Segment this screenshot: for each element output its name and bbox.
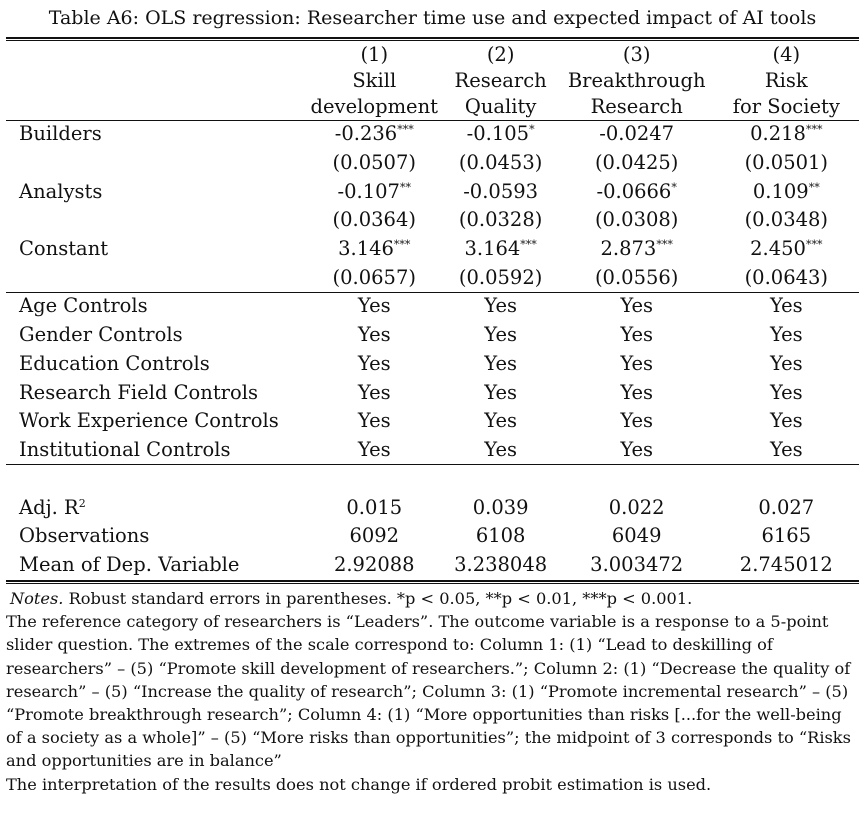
col-title-line1: Skill xyxy=(352,69,397,92)
stat-cell: 6108 xyxy=(475,524,526,548)
se-row xyxy=(6,263,859,292)
se-row xyxy=(6,206,859,235)
header-rule xyxy=(6,120,859,121)
control-cell: Yes xyxy=(769,323,803,347)
std-error-cell: (0.0643) xyxy=(744,265,829,289)
control-cell: Yes xyxy=(769,437,803,461)
control-cell: Yes xyxy=(357,380,391,404)
std-error-cell: (0.0425) xyxy=(594,151,679,175)
coef-cell xyxy=(442,235,560,264)
col-title-line2: development xyxy=(310,95,438,118)
significance-stars: ** xyxy=(399,180,411,194)
control-cell: Yes xyxy=(620,437,654,461)
notes-paragraph: The reference category of researchers is “Leaders”. The outcome variable is a response to a 5-point slider question. The extremes of the scale correspond to: Column 1: (1) “Lead to deskilling of researchers” – (5) “Promote skill development of researchers.”; Column 2: (1) “Decrease the quality of research” – (5) “Increase the quality of research”; Column 3: (1) “Promote incremental research” – (5) “Promote breakthrough research”; Column 4: (1) “More opportunities than risks [...for the well-being of a society as a whole]” – (5) “More risks than opportunities”; the midpoint of 3 corresponds to “Risks and opportunities are in balance” xyxy=(6,612,851,771)
control-cell: Yes xyxy=(620,380,654,404)
coef-value: 2.873 xyxy=(600,237,657,261)
coef-value: 0.218 xyxy=(750,122,806,146)
coef-cell xyxy=(307,120,442,149)
row-label: Gender Controls xyxy=(19,323,183,347)
control-cell: Yes xyxy=(484,409,517,433)
stat-cell: 2.92088 xyxy=(333,552,415,576)
control-cell: Yes xyxy=(620,294,654,318)
coef-cell xyxy=(714,235,859,264)
stat-label: Mean of Dep. Variable xyxy=(19,552,240,576)
coef-cell xyxy=(442,177,560,206)
significance-stars: *** xyxy=(805,238,823,252)
control-cell: Yes xyxy=(620,409,654,433)
std-error-cell: (0.0348) xyxy=(744,208,829,232)
coef-cell xyxy=(560,235,714,264)
stat-row xyxy=(6,551,859,580)
stat-cell: 6092 xyxy=(349,524,400,548)
std-error-cell: (0.0308) xyxy=(594,208,679,232)
significance-stars: * xyxy=(671,180,677,194)
control-cell: Yes xyxy=(769,294,803,318)
row-label xyxy=(6,551,307,580)
row-label-empty xyxy=(6,263,307,292)
stat-cell: 3.238048 xyxy=(454,552,548,576)
notes-line-1 xyxy=(6,587,859,610)
row-label: Research Field Controls xyxy=(19,380,258,404)
control-cell: Yes xyxy=(357,409,391,433)
row-label: Constant xyxy=(19,237,109,261)
stat-label: Observations xyxy=(19,524,150,548)
header-row-line1 xyxy=(6,68,859,94)
col-title-line1: Research xyxy=(454,69,547,92)
coef-cell xyxy=(560,120,714,149)
std-error-cell: (0.0328) xyxy=(458,208,543,232)
coef-value: 3.164 xyxy=(464,237,521,261)
coef-row xyxy=(6,120,859,149)
control-row xyxy=(6,436,859,465)
control-cell: Yes xyxy=(357,351,391,375)
se-row xyxy=(6,149,859,178)
coef-value: -0.0247 xyxy=(599,122,675,146)
std-error-cell: (0.0507) xyxy=(332,151,416,175)
control-cell: Yes xyxy=(484,437,517,461)
top-rule-inner xyxy=(6,40,859,41)
significance-stars: *** xyxy=(656,238,673,252)
control-row xyxy=(6,321,859,350)
significance-stars: *** xyxy=(397,123,414,137)
stat-cell: 6049 xyxy=(611,524,662,548)
coef-value: 3.146 xyxy=(338,237,394,261)
control-cell: Yes xyxy=(357,294,391,318)
row-label-empty xyxy=(6,206,307,235)
control-cell: Yes xyxy=(620,351,654,375)
stat-cell: 0.022 xyxy=(608,495,665,519)
coef-cell xyxy=(714,120,859,149)
col-title-line1: Breakthrough xyxy=(567,69,706,92)
coef-cell xyxy=(442,120,560,149)
coef-value: -0.0666 xyxy=(596,179,672,203)
spacer-row xyxy=(6,464,859,493)
control-row xyxy=(6,350,859,379)
significance-stars: *** xyxy=(393,238,411,252)
spacer-cell xyxy=(560,464,714,493)
control-cell: Yes xyxy=(769,351,803,375)
coef-value: -0.105 xyxy=(466,122,530,146)
stat-cell: 0.027 xyxy=(758,495,815,519)
row-label: Work Experience Controls xyxy=(19,409,279,433)
stat-cell: 3.003472 xyxy=(590,552,684,576)
coef-rule xyxy=(6,292,859,293)
notes-last-line: The interpretation of the results does not change if ordered probit estimation is used. xyxy=(6,774,712,794)
control-row xyxy=(6,407,859,436)
control-cell: Yes xyxy=(484,351,517,375)
col-title-line1: Risk xyxy=(764,69,808,92)
std-error-cell: (0.0364) xyxy=(332,208,416,232)
stat-cell: 0.039 xyxy=(472,495,529,519)
std-error-cell: (0.0556) xyxy=(594,265,679,289)
controls-rule xyxy=(6,464,859,465)
header-row-line2 xyxy=(6,94,859,120)
control-cell: Yes xyxy=(357,323,391,347)
row-label xyxy=(6,493,307,522)
header-row-numbers xyxy=(6,42,859,68)
control-row xyxy=(6,378,859,407)
significance-stars: *** xyxy=(805,123,823,137)
stat-row xyxy=(6,522,859,551)
coef-value: 2.450 xyxy=(750,237,806,261)
bottom-rule xyxy=(6,580,859,582)
regression-table xyxy=(6,42,859,579)
coef-row xyxy=(6,177,859,206)
coef-value: -0.236 xyxy=(334,122,398,146)
stat-label: Adj. R xyxy=(19,495,79,519)
control-cell: Yes xyxy=(484,294,517,318)
significance-stars: *** xyxy=(520,238,537,252)
coef-row xyxy=(6,235,859,264)
table-caption: Table A6: OLS regression: Researcher time use and expected impact of AI tools xyxy=(48,7,817,29)
std-error-cell: (0.0657) xyxy=(332,265,416,289)
std-error-cell: (0.0592) xyxy=(458,265,543,289)
top-rule xyxy=(6,37,859,39)
notes-text: Robust standard errors in parentheses. *p < 0.05, **p < 0.01, ***p < 0.001. xyxy=(63,589,693,608)
row-label: Age Controls xyxy=(19,294,148,318)
control-cell: Yes xyxy=(484,380,517,404)
stat-cell: 6165 xyxy=(761,524,812,548)
control-cell: Yes xyxy=(769,380,803,404)
stat-label-sup: 2 xyxy=(78,496,86,510)
spacer-cell xyxy=(6,464,307,493)
coef-cell xyxy=(307,235,442,264)
std-error-cell: (0.0501) xyxy=(744,151,829,175)
control-cell: Yes xyxy=(484,323,517,347)
row-label: Institutional Controls xyxy=(19,437,231,461)
control-cell: Yes xyxy=(620,323,654,347)
significance-stars: * xyxy=(529,123,535,137)
std-error-cell: (0.0453) xyxy=(458,151,543,175)
col-number: (1) xyxy=(360,43,389,66)
coef-value: -0.0593 xyxy=(463,179,539,203)
coef-cell xyxy=(560,177,714,206)
col-number: (4) xyxy=(772,43,801,66)
coef-cell xyxy=(307,177,442,206)
coef-cell xyxy=(714,177,859,206)
spacer-cell xyxy=(442,464,560,493)
row-label: Analysts xyxy=(19,179,103,203)
row-label-empty xyxy=(6,149,307,178)
row-label xyxy=(6,522,307,551)
row-label: Builders xyxy=(19,122,102,146)
control-row xyxy=(6,292,859,321)
bottom-rule-inner xyxy=(6,583,859,584)
stat-cell: 0.015 xyxy=(346,495,403,519)
col-number: (2) xyxy=(486,43,515,66)
row-label: Education Controls xyxy=(19,351,210,375)
table-notes xyxy=(6,587,859,796)
stat-row xyxy=(6,493,859,522)
stat-cell: 2.745012 xyxy=(739,552,833,576)
control-cell: Yes xyxy=(357,437,391,461)
spacer-cell xyxy=(307,464,442,493)
col-number: (3) xyxy=(622,43,651,66)
col-title-line2: Research xyxy=(590,95,683,118)
coef-value: -0.107 xyxy=(337,179,400,203)
control-cell: Yes xyxy=(769,409,803,433)
col-title-line2: for Society xyxy=(732,95,840,118)
coef-value: 0.109 xyxy=(752,179,809,203)
spacer-cell xyxy=(714,464,859,493)
notes-label: Notes. xyxy=(10,589,64,608)
col-title-line2: Quality xyxy=(464,95,537,118)
significance-stars: ** xyxy=(808,180,820,194)
